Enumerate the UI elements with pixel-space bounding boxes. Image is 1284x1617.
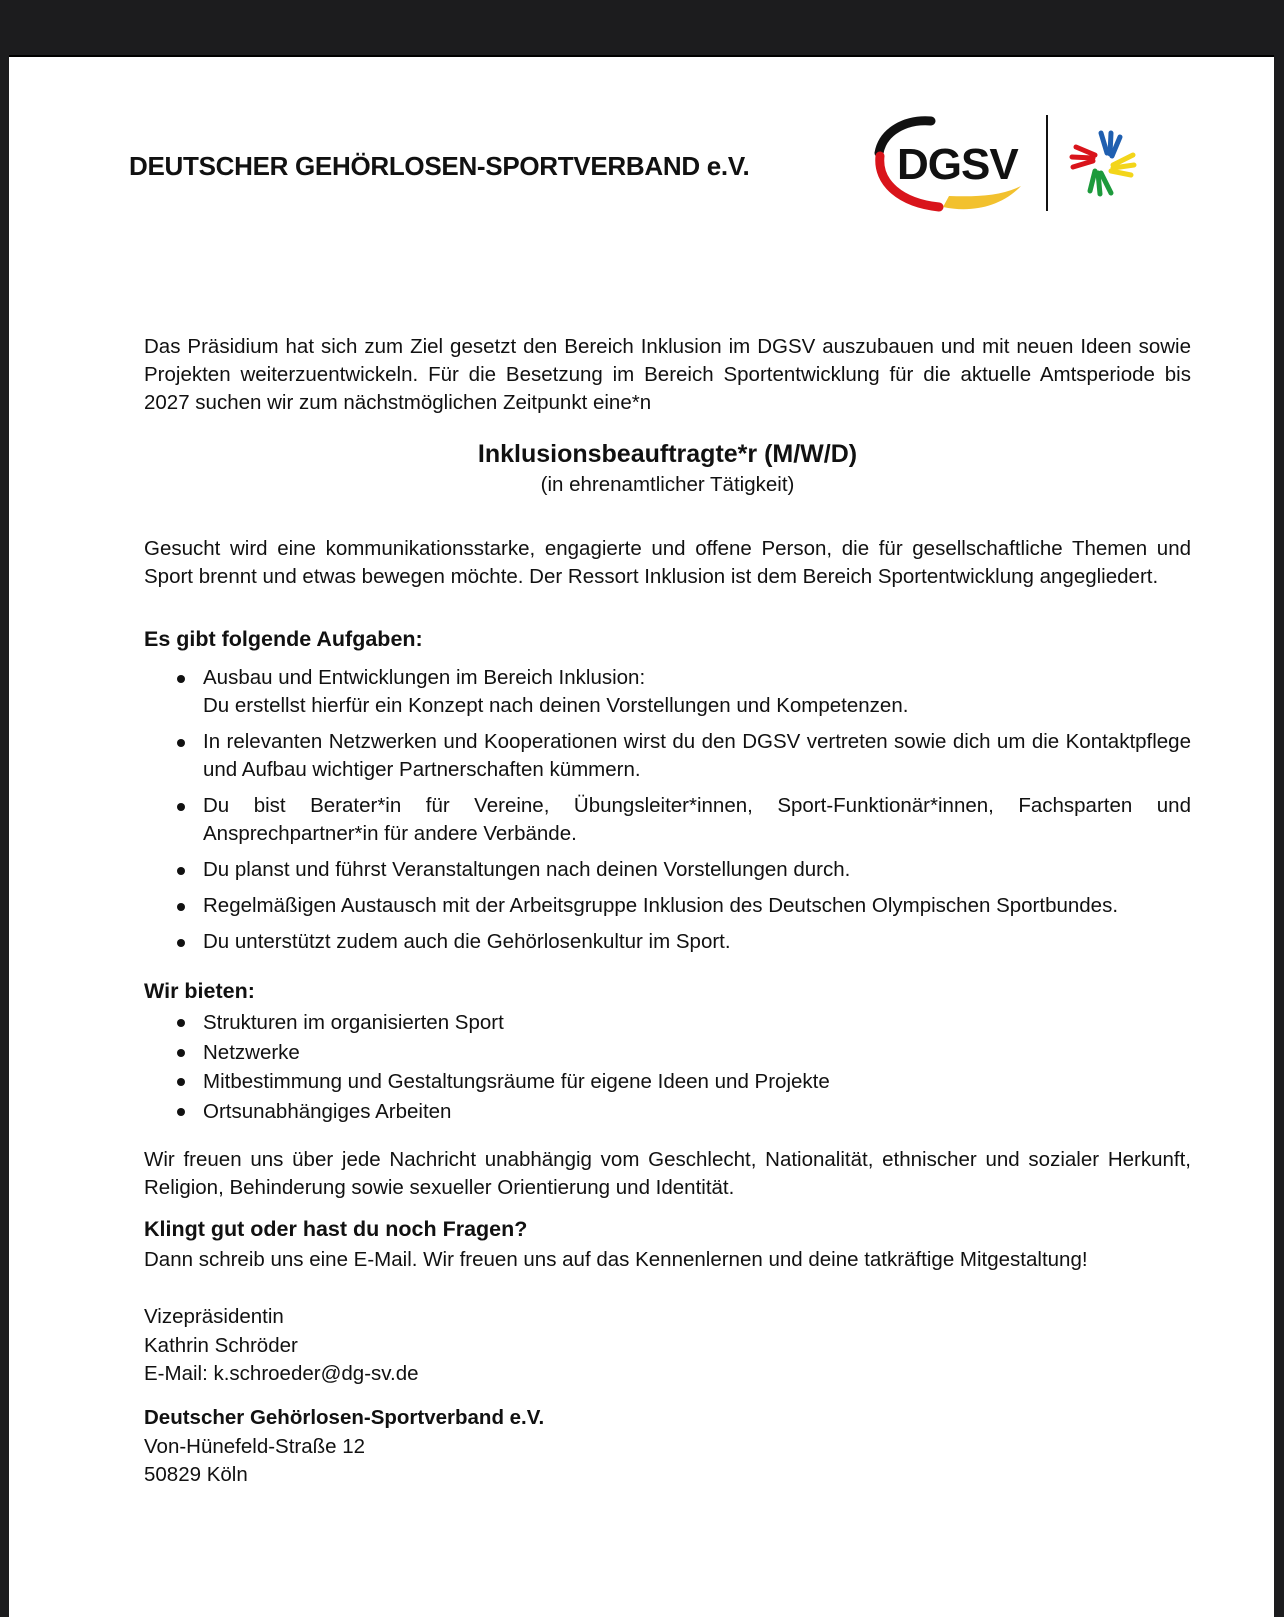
offer-item: Ortsunabhängiges Arbeiten [144, 1097, 1191, 1127]
address-org: Deutscher Gehörlosen-Sportverband e.V. [144, 1406, 545, 1429]
task-item [144, 792, 1191, 848]
email-link[interactable]: k.schroeder@dg-sv.de [213, 1362, 419, 1385]
task-item [144, 856, 1191, 884]
address-city: 50829 Köln [144, 1463, 248, 1486]
deaflympics-icon [1072, 133, 1134, 194]
org-heading: DEUTSCHER GEHÖRLOSEN-SPORTVERBAND e.V. [129, 151, 750, 181]
logo-gold-swoosh [943, 186, 1021, 209]
description-paragraph: Gesucht wird eine kommunikationsstarke, engagierte und offene Person, die für gesellschaftliche Themen und Sport brennt und etwas bewegen möchte. Der Ressort Inklusion ist dem Bereich Sportentwicklung angegliedert. [144, 537, 1191, 588]
tasks-heading: Es gibt folgende Aufgaben: [144, 627, 423, 651]
contact-name: Kathrin Schröder [144, 1333, 298, 1357]
offers-heading: Wir bieten: [144, 979, 255, 1003]
document-page [9, 55, 1274, 1617]
task-text: Du planst und führst Veranstaltungen nach deinen Vorstellungen durch. [203, 858, 851, 881]
position-subtitle: (in ehrenamtlicher Tätigkeit) [540, 473, 795, 496]
email-label: E-Mail: [144, 1362, 214, 1385]
task-item [144, 928, 1191, 956]
diversity-paragraph: Wir freuen uns über jede Nachricht unabhängig vom Geschlecht, Nationalität, ethnischer und sozialer Herkunft, Religion, Behinderung sowie sexueller Orientierung und Identität. [144, 1148, 1191, 1199]
offers-list [144, 1008, 1191, 1126]
tasks-list [144, 664, 1191, 964]
logo-text: DGSV [897, 140, 1018, 189]
contact-email-line [144, 1360, 419, 1389]
address-block [144, 1404, 544, 1490]
contact-block [144, 1303, 419, 1389]
position-title: Inklusionsbeauftragte*r (M/W/D) [477, 440, 858, 468]
offer-item: Mitbestimmung und Gestaltungsräume für eigene Ideen und Projekte [144, 1067, 1191, 1097]
task-item [144, 892, 1191, 920]
offer-item: Netzwerke [144, 1038, 1191, 1068]
offer-item: Strukturen im organisierten Sport [144, 1008, 1191, 1038]
address-street: Von-Hünefeld-Straße 12 [144, 1434, 366, 1458]
task-item [144, 664, 1191, 720]
task-text: Du bist Berater*in für Vereine, Übungsleiter*innen, Sport-Funktionär*innen, Fachsparten und Ansprechpartner*in für andere Verbände. [203, 794, 1191, 845]
logo-group [871, 111, 1151, 221]
task-text: In relevanten Netzwerken und Kooperationen wirst du den DGSV vertreten sowie dich um die Kontaktpflege und Aufbau wichtiger Partnerschaften kümmern. [203, 730, 1191, 781]
contact-role: Vizepräsidentin [144, 1305, 284, 1328]
dgsv-logo-icon [871, 111, 1151, 221]
position-title-block [144, 437, 1191, 499]
task-text: Ausbau und Entwicklungen im Bereich Inklusion: [203, 666, 646, 689]
questions-heading: Klingt gut oder hast du noch Fragen? [144, 1217, 528, 1241]
task-item [144, 728, 1191, 784]
task-text: Du unterstützt zudem auch die Gehörlosenkultur im Sport. [203, 930, 731, 953]
questions-text: Dann schreib uns eine E-Mail. Wir freuen uns auf das Kennenlernen und deine tatkräftige Mitgestaltung! [144, 1248, 1088, 1271]
task-text-line2: Du erstellst hierfür ein Konzept nach deinen Vorstellungen und Kompetenzen. [203, 694, 909, 717]
task-text: Regelmäßigen Austausch mit der Arbeitsgruppe Inklusion des Deutschen Olympischen Sportbundes. [203, 894, 1119, 917]
intro-paragraph: Das Präsidium hat sich zum Ziel gesetzt den Bereich Inklusion im DGSV auszubauen und mit neuen Ideen sowie Projekten weiterzuentwickeln. Für die Besetzung im Bereich Sportentwicklung für die aktuelle Amtsperiode bis 2027 suchen wir zum nächstmöglichen Zeitpunkt eine*n [144, 335, 1191, 414]
